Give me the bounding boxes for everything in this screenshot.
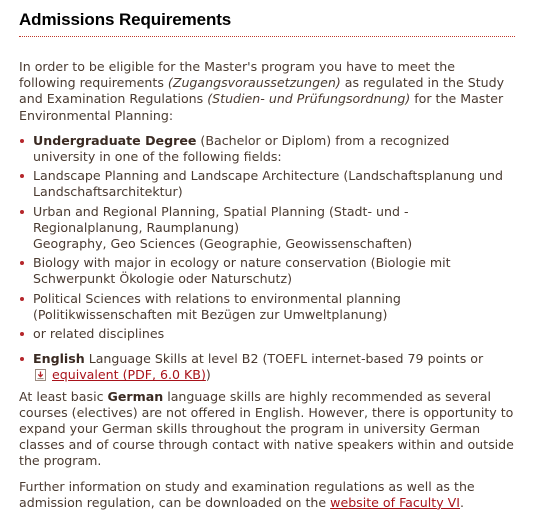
list-item-field: [19, 204, 515, 253]
list-item-degree: [19, 133, 515, 165]
english-close: ): [205, 367, 211, 383]
english-label: English: [33, 351, 85, 367]
faculty-website-link[interactable]: website of Faculty VI: [330, 494, 461, 510]
intro-term-2: (Studien- und Prüfungsordnung): [207, 91, 411, 107]
intro-text-1: In order to be eligible for the Master's program you have to meet the following requirements: [19, 59, 456, 91]
list-item-field: Biology with major in ecology or nature conservation (Biologie mit Schwerpunkt Ökologie oder Naturschutz): [19, 255, 515, 287]
requirements-list: [19, 133, 515, 342]
german-text-2: language skills are highly recommended as several courses (electives) are not offered in English. However, there is opportunity to expand your German skills throughout the program in university German classes and of course through contact with native speakers within and outside the program.: [19, 388, 514, 469]
list-item-english: [19, 351, 515, 383]
degree-text: (Bachelor or Diplom) from a recognized university in one of the following fields:: [33, 132, 450, 165]
title-divider: [19, 36, 515, 37]
list-item-field: Political Sciences with relations to environmental planning (Politikwissenschaften mit Bezügen zur Umweltplanung): [19, 291, 515, 323]
further-text: Further information on study and examination regulations as well as the admission regulation, can be downloaded on the: [19, 478, 475, 510]
equivalent-pdf-link[interactable]: equivalent (PDF, 6.0 KB): [52, 367, 206, 383]
page-title: Admissions Requirements: [19, 10, 232, 29]
field-geography: Geography, Geo Sciences (Geographie, Geowissenschaften): [33, 236, 413, 252]
language-list: [19, 351, 515, 383]
list-item-field: Landscape Planning and Landscape Architecture (Landschaftsplanung und Landschaftsarchitektur): [19, 168, 515, 200]
degree-label: Undergraduate Degree: [33, 132, 197, 148]
german-label: German: [107, 388, 164, 404]
intro-text-3: for the Master Environmental Planning:: [19, 91, 504, 123]
field-urban: Urban and Regional Planning, Spatial Planning (Stadt- und - Regionalplanung, Raumplanung): [33, 203, 409, 235]
intro-paragraph: [19, 59, 515, 124]
download-document-icon: [35, 369, 46, 381]
german-text-1: At least basic: [19, 388, 108, 404]
intro-text-2: as regulated in the Study and Examination Regulations: [19, 75, 505, 107]
further-end: .: [460, 494, 465, 510]
list-item-field: or related disciplines: [19, 326, 515, 342]
german-paragraph: [19, 389, 515, 470]
english-text: Language Skills at level B2 (TOEFL internet-based 79 points or: [84, 351, 484, 367]
intro-term-1: (Zugangsvoraussetzungen): [167, 75, 341, 91]
